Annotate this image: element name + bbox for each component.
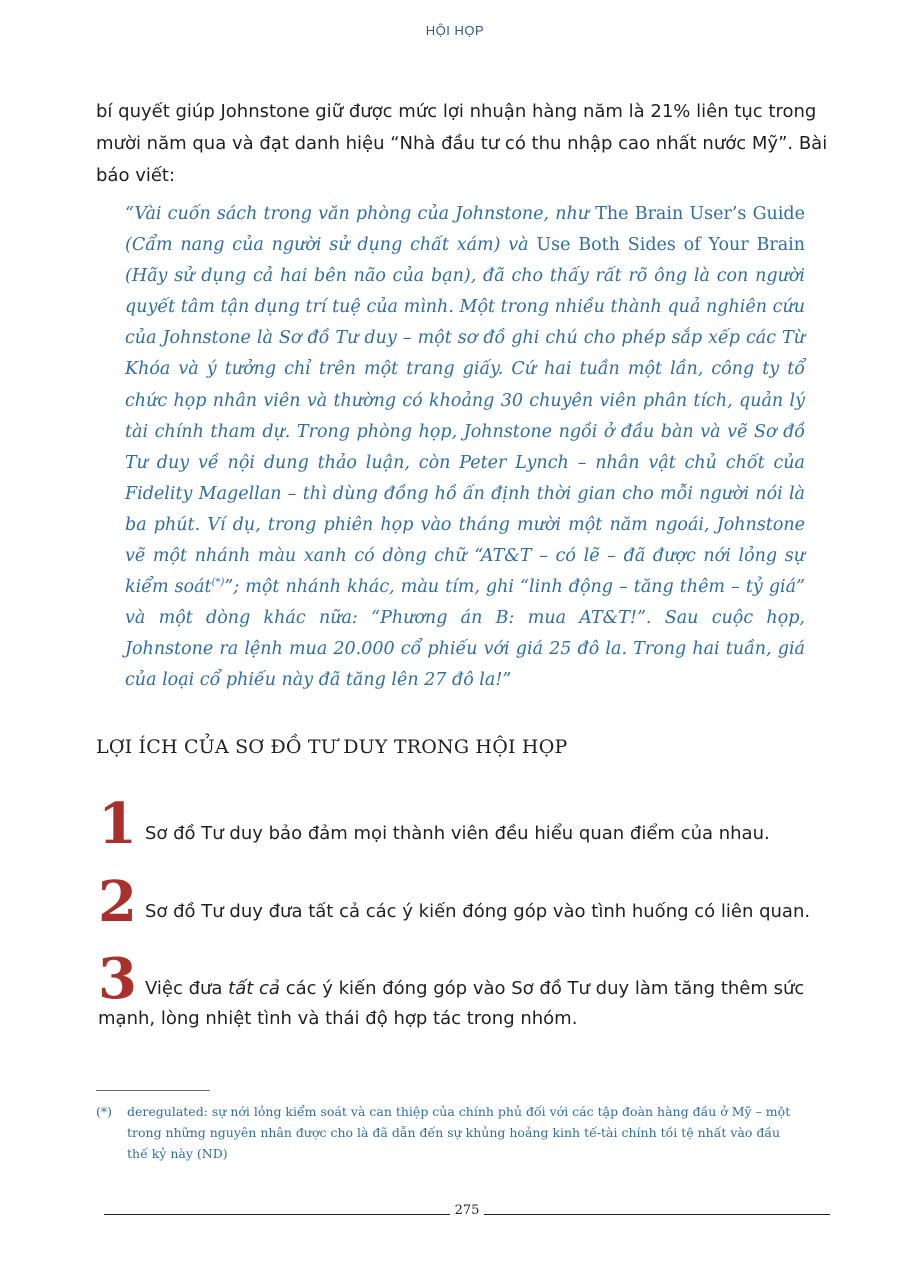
quote-text-part3: (Hãy sử dụng cả hai bên não của bạn), đã cho thấy rất rõ ông là con người quyết tâm tận dụng trí tuệ của mình. Một trong nhiều thành quả nghiên cứu của Johnstone là Sơ đồ Tư duy – một sơ đồ ghi chú cho phép sắp xếp các Từ Khóa và ý tưởng chỉ trên một trang giấy. Cứ hai tuần một lần, công ty tổ chức họp nhân viên và thường có khoảng 30 chuyên viên phân tích, quản lý tài chính tham dự. Trong phòng họp, Johnstone ngồi ở đầu bàn và vẽ Sơ đồ Tư duy về nội dung thảo luận, còn Peter Lynch – nhân vật chủ chốt của Fidelity Magellan – thì dùng đồng hồ ấn định thời gian cho mỗi người nói là ba phút. Ví dụ, trong phiên họp vào tháng mười một năm ngoái, Johnstone vẽ một nhánh màu xanh có dòng chữ “AT&T – có lẽ – đã được nới lỏng sự kiểm soát — [125, 266, 805, 598]
benefit-point-1 — [98, 791, 838, 857]
quote-text-part4: ”; một nhánh khác, màu tím, ghi “linh động – tăng thêm – tỷ giá” và một dòng khác nữa: “Phương án B: mua AT&T!”. Sau cuộc họp, Johnstone ra lệnh mua 20.000 cổ phiếu với giá 25 đô la. Trong hai tuần, giá của loại cổ phiếu này đã tăng lên 27 đô la!” — [125, 577, 805, 691]
footnote-divider — [96, 1090, 210, 1091]
footnote-line-1: deregulated: sự nới lỏng kiểm soát và can thiệp của chính phủ đối với các tập đoàn hàng đầu ở Mỹ – một — [127, 1104, 791, 1119]
benefit-text: Sơ đồ Tư duy đưa tất cả các ý kiến đóng góp vào tình huống có liên quan. — [144, 901, 811, 922]
benefit-point-2 — [98, 869, 838, 935]
running-head: HỘI HỌP — [425, 23, 485, 38]
footnote-reference: (*) — [211, 577, 225, 589]
benefit-point-3 — [98, 946, 838, 1034]
page-number: 275 — [454, 1203, 480, 1218]
benefit-number: 2 — [98, 869, 137, 935]
intro-paragraph: bí quyết giúp Johnstone giữ được mức lợi nhuận hàng năm là 21% liên tục trong mười năm qua và đạt danh hiệu “Nhà đầu tư có thu nhập cao nhất nước Mỹ”. Bài báo viết: — [96, 101, 828, 186]
benefit-text: Sơ đồ Tư duy bảo đảm mọi thành viên đều hiểu quan điểm của nhau. — [144, 823, 770, 844]
footnote — [96, 1101, 836, 1164]
benefit-emphasis: tất cả — [228, 978, 280, 999]
benefit-text-after: các ý kiến đóng góp vào Sơ đồ Tư duy làm tăng thêm sức mạnh, lòng nhiệt tình và thái độ hợp tác trong nhóm. — [98, 978, 805, 1029]
section-heading: LỢI ÍCH CỦA SƠ ĐỒ TƯ DUY TRONG HỘI HỌP — [96, 736, 568, 758]
quote-block — [125, 199, 805, 697]
footnote-marker: (*) — [96, 1104, 113, 1119]
footer-rule-left — [104, 1214, 450, 1215]
benefit-number: 1 — [98, 791, 137, 857]
book-title-use-both-sides: Use Both Sides of Your Brain — [536, 235, 806, 256]
benefit-number: 3 — [98, 946, 137, 1012]
page-footer — [104, 1203, 830, 1223]
book-title-brain-users-guide: The Brain User’s Guide — [595, 204, 805, 224]
quote-text-part2: (Cẩm nang của người sử dụng chất xám) và — [125, 235, 537, 256]
footnote-line-2: trong những nguyên nhân được cho là đã dẫn đến sự khủng hoảng kinh tế-tài chính tồi tệ nhất vào đầu — [127, 1125, 781, 1140]
quote-text-part1: “Vài cuốn sách trong văn phòng của Johnstone, như — [125, 204, 596, 224]
footnote-line-3: thế kỷ này (ND) — [127, 1146, 228, 1161]
benefit-text-before: Việc đưa — [144, 978, 229, 999]
footer-rule-right — [484, 1214, 830, 1215]
